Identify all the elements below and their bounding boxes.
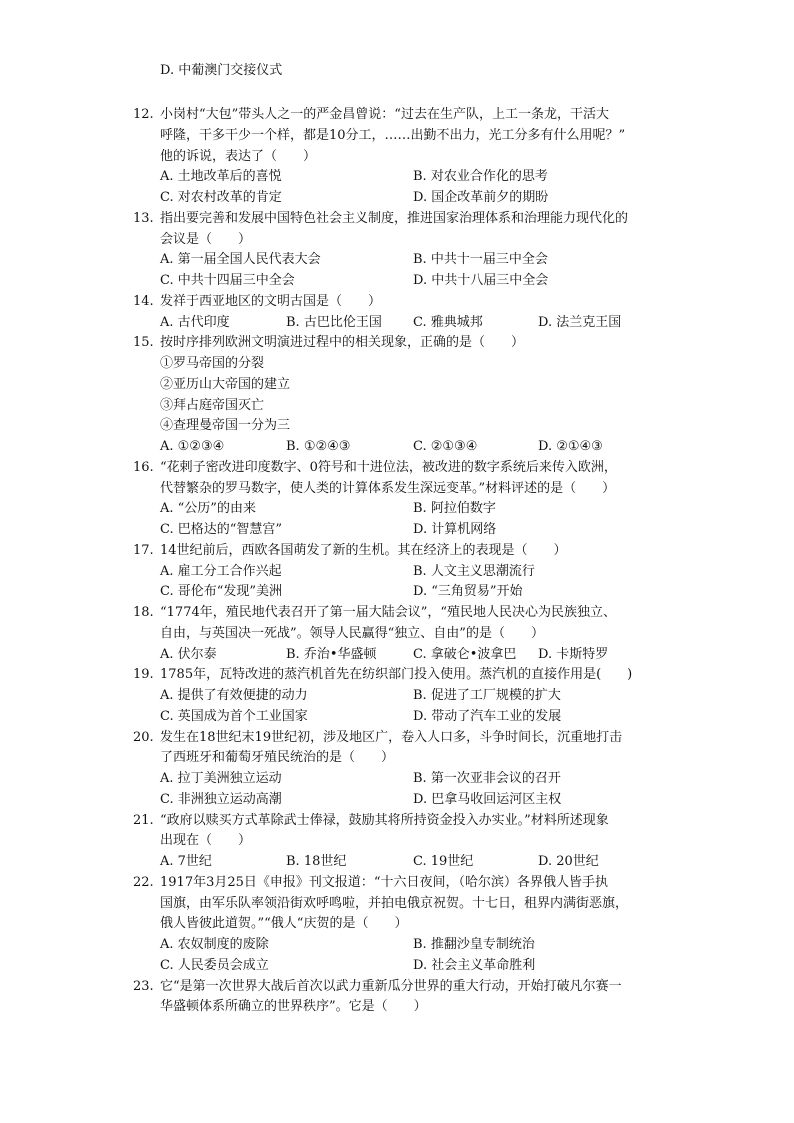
answer-option: C. 雅典城邦: [413, 314, 483, 330]
answer-option: D. 卡斯特罗: [538, 646, 609, 662]
question-text: ④查理曼帝国一分为三: [160, 418, 291, 434]
question-text: 国旗，由军乐队率领沿街欢呼鸣啦，并拍电俄京祝贺。十七日，租界内满街恶旗，: [160, 895, 629, 911]
question-text: 它“是第一次世界大战后首次以武力重新瓜分世界的重大行动，开始打破凡尔赛一: [160, 978, 622, 994]
answer-option: B. ①②④③: [286, 439, 351, 454]
question-text: 代替繁杂的罗马数字，使人类的计算体系发生深远变革。”材料评述的是（ ）: [160, 480, 616, 496]
answer-option: B. 18世纪: [286, 854, 347, 869]
question-text: ①罗马帝国的分裂: [160, 356, 265, 371]
answer-option: D. 社会主义革命胜利: [413, 957, 536, 973]
answer-option: D. ②①④③: [538, 439, 603, 454]
question-text: 呼隆，干多干少一个样，都是10分工，……出勤不出力，光工分多有什么用呢？”: [160, 127, 626, 143]
question-number: 16.: [133, 459, 154, 475]
question-text: 小岗村“大包”带头人之一的严金昌曾说：“过去在生产队，上工一条龙，干活大: [160, 107, 609, 122]
answer-option: A. 雇工分工合作兴起: [160, 563, 282, 579]
question-number: 14.: [133, 293, 154, 309]
question-text: “花剌子密改进印度数字、0符号和十进位法，被改进的数字系统后来传入欧洲，: [160, 459, 617, 475]
question-text: 指出要完善和发展中国特色社会主义制度，推进国家治理体系和治理能力现代化的: [160, 210, 629, 226]
answer-option: B. 促进了工厂规模的扩大: [413, 688, 561, 703]
question-text: 发生在18世纪末19世纪初，涉及地区广，卷入人口多，斗争时间长，沉重地打击: [160, 729, 623, 745]
question-text: 自由，与英国决一死战”。领导人民赢得“独立、自由”的是（ ）: [160, 625, 544, 641]
answer-option: A. 古代印度: [160, 314, 230, 330]
answer-option: D. 中共十八届三中全会: [413, 273, 549, 288]
question-number: 23.: [133, 978, 154, 994]
answer-option: D. 计算机网络: [413, 522, 497, 537]
answer-option: D. 国企改革前夕的期盼: [413, 190, 549, 205]
question-number: 18.: [133, 605, 154, 620]
answer-option: B. 乔治•华盛顿: [286, 646, 377, 662]
question-text: “1774年，殖民地代表召开了第一届大陆会议”，“殖民地人民决心为民族独立、: [160, 605, 617, 620]
question-text: 1785年，瓦特改进的蒸汽机首先在纺织部门投入使用。蒸汽机的直接作用是( ): [160, 667, 633, 683]
answer-option: A. 农奴制度的废除: [160, 937, 269, 952]
answer-option: A. “公历”的由来: [160, 501, 256, 517]
answer-option: D. 巴拿马收回运河区主权: [413, 791, 562, 807]
question-text: ②亚历山大帝国的建立: [160, 376, 291, 392]
option-d: D. 中葡澳门交接仪式: [160, 63, 283, 78]
answer-option: C. 人民委员会成立: [160, 957, 269, 973]
answer-option: C. ②①③④: [413, 439, 478, 454]
question-text: 会议是（ ）: [160, 231, 252, 247]
answer-option: C. 英国成为首个工业国家: [160, 708, 308, 724]
question-number: 12.: [133, 107, 154, 122]
answer-option: A. 土地改革后的喜悦: [160, 169, 282, 185]
question-text: 华盛顿体系所确立的世界秩序”。它是（ ）: [160, 999, 427, 1015]
question-text: 14世纪前后，西欧各国萌发了新的生机。其在经济上的表现是（ ）: [160, 542, 567, 558]
answer-option: A. 拉丁美洲独立运动: [160, 771, 282, 786]
question-text: 他的诉说，表达了（ ）: [160, 148, 317, 164]
answer-option: A. 第一届全国人民代表大会: [160, 252, 321, 268]
question-number: 22.: [133, 874, 154, 890]
question-number: 17.: [133, 542, 154, 558]
question-number: 13.: [133, 210, 154, 226]
answer-option: C. 对农村改革的肯定: [160, 190, 282, 205]
question-number: 19.: [133, 667, 154, 683]
answer-option: B. 阿拉伯数字: [413, 501, 496, 517]
question-text: ③拜占庭帝国灭亡: [160, 397, 265, 413]
answer-option: B. 中共十一届三中全会: [413, 252, 548, 268]
question-text: “政府以赎买方式革除武士俸禄，鼓励其将所持资金投入办实业。”材料所述现象: [160, 812, 609, 828]
answer-option: C. 巴格达的“智慧宫”: [160, 522, 283, 537]
answer-option: B. 对农业合作化的思考: [413, 169, 548, 185]
answer-option: D. 20世纪: [538, 854, 599, 869]
answer-option: B. 人文主义思潮流行: [413, 563, 535, 579]
answer-option: C. 中共十四届三中全会: [160, 273, 295, 288]
answer-option: C. 19世纪: [413, 854, 474, 869]
answer-option: C. 哥伦布“发现”美洲: [160, 584, 283, 600]
answer-option: A. 提供了有效便捷的动力: [160, 688, 308, 703]
answer-option: C. 拿破仑•波拿巴: [413, 646, 517, 662]
answer-option: D. “三角贸易”开始: [413, 584, 523, 600]
answer-option: B. 第一次亚非会议的召开: [413, 771, 561, 786]
question-text: 俄人皆彼此道贺。”“俄人“庆贺的是（ ）: [160, 916, 408, 932]
question-text: 按时序排列欧洲文明演进过程中的相关现象，正确的是（ ）: [160, 335, 525, 351]
answer-option: D. 法兰克王国: [538, 314, 622, 330]
question-text: 1917年3月25日《申报》刊文报道：“十六日夜间，（哈尔滨）各界俄人皆手执: [160, 874, 609, 890]
answer-option: A. 伏尔泰: [160, 646, 217, 662]
answer-option: A. ①②③④: [160, 439, 225, 454]
answer-option: C. 非洲独立运动高潮: [160, 791, 282, 807]
question-number: 20.: [133, 729, 154, 745]
answer-option: A. 7世纪: [160, 854, 212, 869]
answer-option: B. 推翻沙皇专制统治: [413, 937, 535, 952]
question-text: 发祥于西亚地区的文明古国是（ ）: [160, 293, 382, 309]
question-text: 出现在（ ）: [160, 833, 252, 849]
answer-option: D. 带动了汽车工业的发展: [413, 708, 562, 724]
question-number: 15.: [133, 335, 154, 351]
question-number: 21.: [133, 812, 154, 828]
answer-option: B. 古巴比伦王国: [286, 314, 382, 330]
question-text: 了西班牙和葡萄牙殖民统治的是（ ）: [160, 750, 395, 766]
